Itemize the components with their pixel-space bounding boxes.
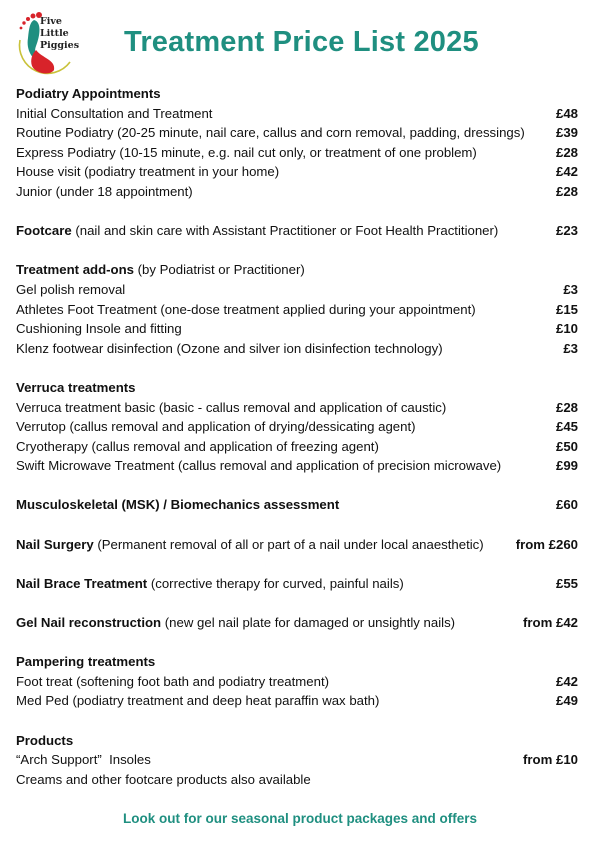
item-price: £3: [563, 281, 578, 297]
item-label: Express Podiatry (10-15 minute, e.g. nail cut only, or treatment of one problem): [16, 144, 477, 160]
page-title: Treatment Price List 2025: [124, 26, 479, 58]
item-label: Creams and other footcare products also available: [16, 771, 311, 787]
item-price: £50: [555, 438, 578, 454]
item-label: [16, 613, 455, 633]
spacer: [16, 358, 578, 378]
item-label: Cushioning Insole and fitting: [16, 321, 182, 337]
item-price: £39: [555, 125, 578, 141]
section-heading: [16, 260, 578, 280]
item-price: £60: [555, 497, 578, 513]
section-heading: [16, 84, 578, 104]
item-label: Med Ped (podiatry treatment and deep heat paraffin wax bath): [16, 693, 380, 709]
item-label: [16, 535, 484, 555]
section-heading: [16, 378, 578, 398]
item-label: Verrutop (callus removal and application of drying/dessicating agent): [16, 419, 416, 435]
heading-nail-brace: Nail Brace Treatment: [16, 575, 148, 591]
item-desc: (Permanent removal of all or part of a nail under local anaesthetic): [93, 536, 484, 552]
price-row-nail-surgery: [16, 535, 578, 555]
price-row: [16, 300, 578, 320]
item-label: Swift Microwave Treatment (callus removal and application of precision microwave): [16, 458, 502, 474]
heading-msk: Musculoskeletal (MSK) / Biomechanics assessment: [16, 497, 340, 513]
item-price: £99: [555, 458, 578, 474]
heading-wrap: [16, 260, 305, 280]
price-row-msk: [16, 495, 578, 515]
item-label: [16, 221, 498, 241]
item-price: £3: [563, 340, 578, 356]
logo-line: Piggies: [40, 40, 80, 51]
spacer: [16, 515, 578, 535]
heading-subtitle: (by Podiatrist or Practitioner): [133, 262, 305, 278]
spacer: [16, 476, 578, 496]
item-price: from £260: [515, 536, 578, 552]
price-row-gel-nail: [16, 613, 578, 633]
item-price: £15: [555, 301, 578, 317]
item-price: £10: [555, 321, 578, 337]
heading-gel-nail: Gel Nail reconstruction: [16, 615, 162, 631]
item-price: £55: [555, 575, 578, 591]
section-heading: [16, 731, 578, 751]
price-row: [16, 417, 578, 437]
price-row: [16, 319, 578, 339]
item-price: £28: [555, 183, 578, 199]
item-price: from £10: [523, 752, 578, 768]
item-label: Junior (under 18 appointment): [16, 183, 193, 199]
item-label: Cryotherapy (callus removal and application of freezing agent): [16, 438, 379, 454]
spacer: [16, 554, 578, 574]
logo-line: Five: [40, 16, 62, 27]
heading-podiatry: Podiatry Appointments: [16, 86, 161, 101]
item-label: Foot treat (softening foot bath and podiatry treatment): [16, 673, 330, 689]
spacer: [16, 711, 578, 731]
price-row: [16, 339, 578, 359]
item-label: House visit (podiatry treatment in your home): [16, 164, 280, 180]
item-price: from £42: [523, 615, 578, 631]
item-price: £49: [555, 693, 578, 709]
logo-line: Little: [40, 28, 69, 39]
price-row: [16, 280, 578, 300]
item-price: £42: [555, 164, 578, 180]
price-row: [16, 750, 578, 770]
spacer: [16, 633, 578, 653]
item-price: £28: [555, 144, 578, 160]
section-heading: [16, 652, 578, 672]
price-row: [16, 104, 578, 124]
item-label: Klenz footwear disinfection (Ozone and silver ion disinfection technology): [16, 340, 443, 356]
heading-products: Products: [16, 732, 74, 748]
heading-pampering: Pampering treatments: [16, 654, 156, 670]
price-row: [16, 123, 578, 143]
item-desc: (new gel nail plate for damaged or unsightly nails): [161, 615, 456, 631]
price-list: [16, 84, 578, 789]
item-label: Initial Consultation and Treatment: [16, 105, 213, 121]
item-label: Routine Podiatry (20-25 minute, nail care, callus and corn removal, padding, dressings): [16, 125, 525, 141]
item-desc: (corrective therapy for curved, painful nails): [147, 575, 404, 591]
heading-nail-surgery: Nail Surgery: [16, 536, 94, 552]
item-label: Gel polish removal: [16, 281, 126, 297]
price-row: [16, 182, 578, 202]
price-row-nail-brace: [16, 574, 578, 594]
item-label: Verruca treatment basic (basic - callus removal and application of caustic): [16, 399, 447, 415]
heading-verruca: Verruca treatments: [16, 379, 136, 395]
item-price: £42: [555, 673, 578, 689]
item-label: “Arch Support” Insoles: [16, 752, 151, 768]
item-price: £48: [555, 105, 578, 121]
logo-text: [40, 16, 79, 52]
item-desc: (nail and skin care with Assistant Practitioner or Foot Health Practitioner): [71, 223, 499, 239]
heading-footcare: Footcare: [16, 223, 72, 239]
price-row: [16, 691, 578, 711]
price-row: [16, 456, 578, 476]
spacer: [16, 593, 578, 613]
footer-offer-note: Look out for our seasonal product packages and offers: [122, 811, 478, 826]
item-label: Athletes Foot Treatment (one-dose treatment applied during your appointment): [16, 301, 476, 317]
price-row: [16, 672, 578, 692]
item-label: [16, 574, 404, 594]
spacer: [16, 202, 578, 222]
heading-addons: Treatment add-ons: [16, 262, 134, 278]
price-row-footcare: [16, 221, 578, 241]
item-price: £28: [555, 399, 578, 415]
price-row: [16, 162, 578, 182]
price-row: [16, 398, 578, 418]
item-price: £45: [555, 419, 578, 435]
price-row: [16, 437, 578, 457]
item-price: £23: [555, 223, 578, 239]
price-row: [16, 770, 578, 790]
price-row: [16, 143, 578, 163]
spacer: [16, 241, 578, 261]
